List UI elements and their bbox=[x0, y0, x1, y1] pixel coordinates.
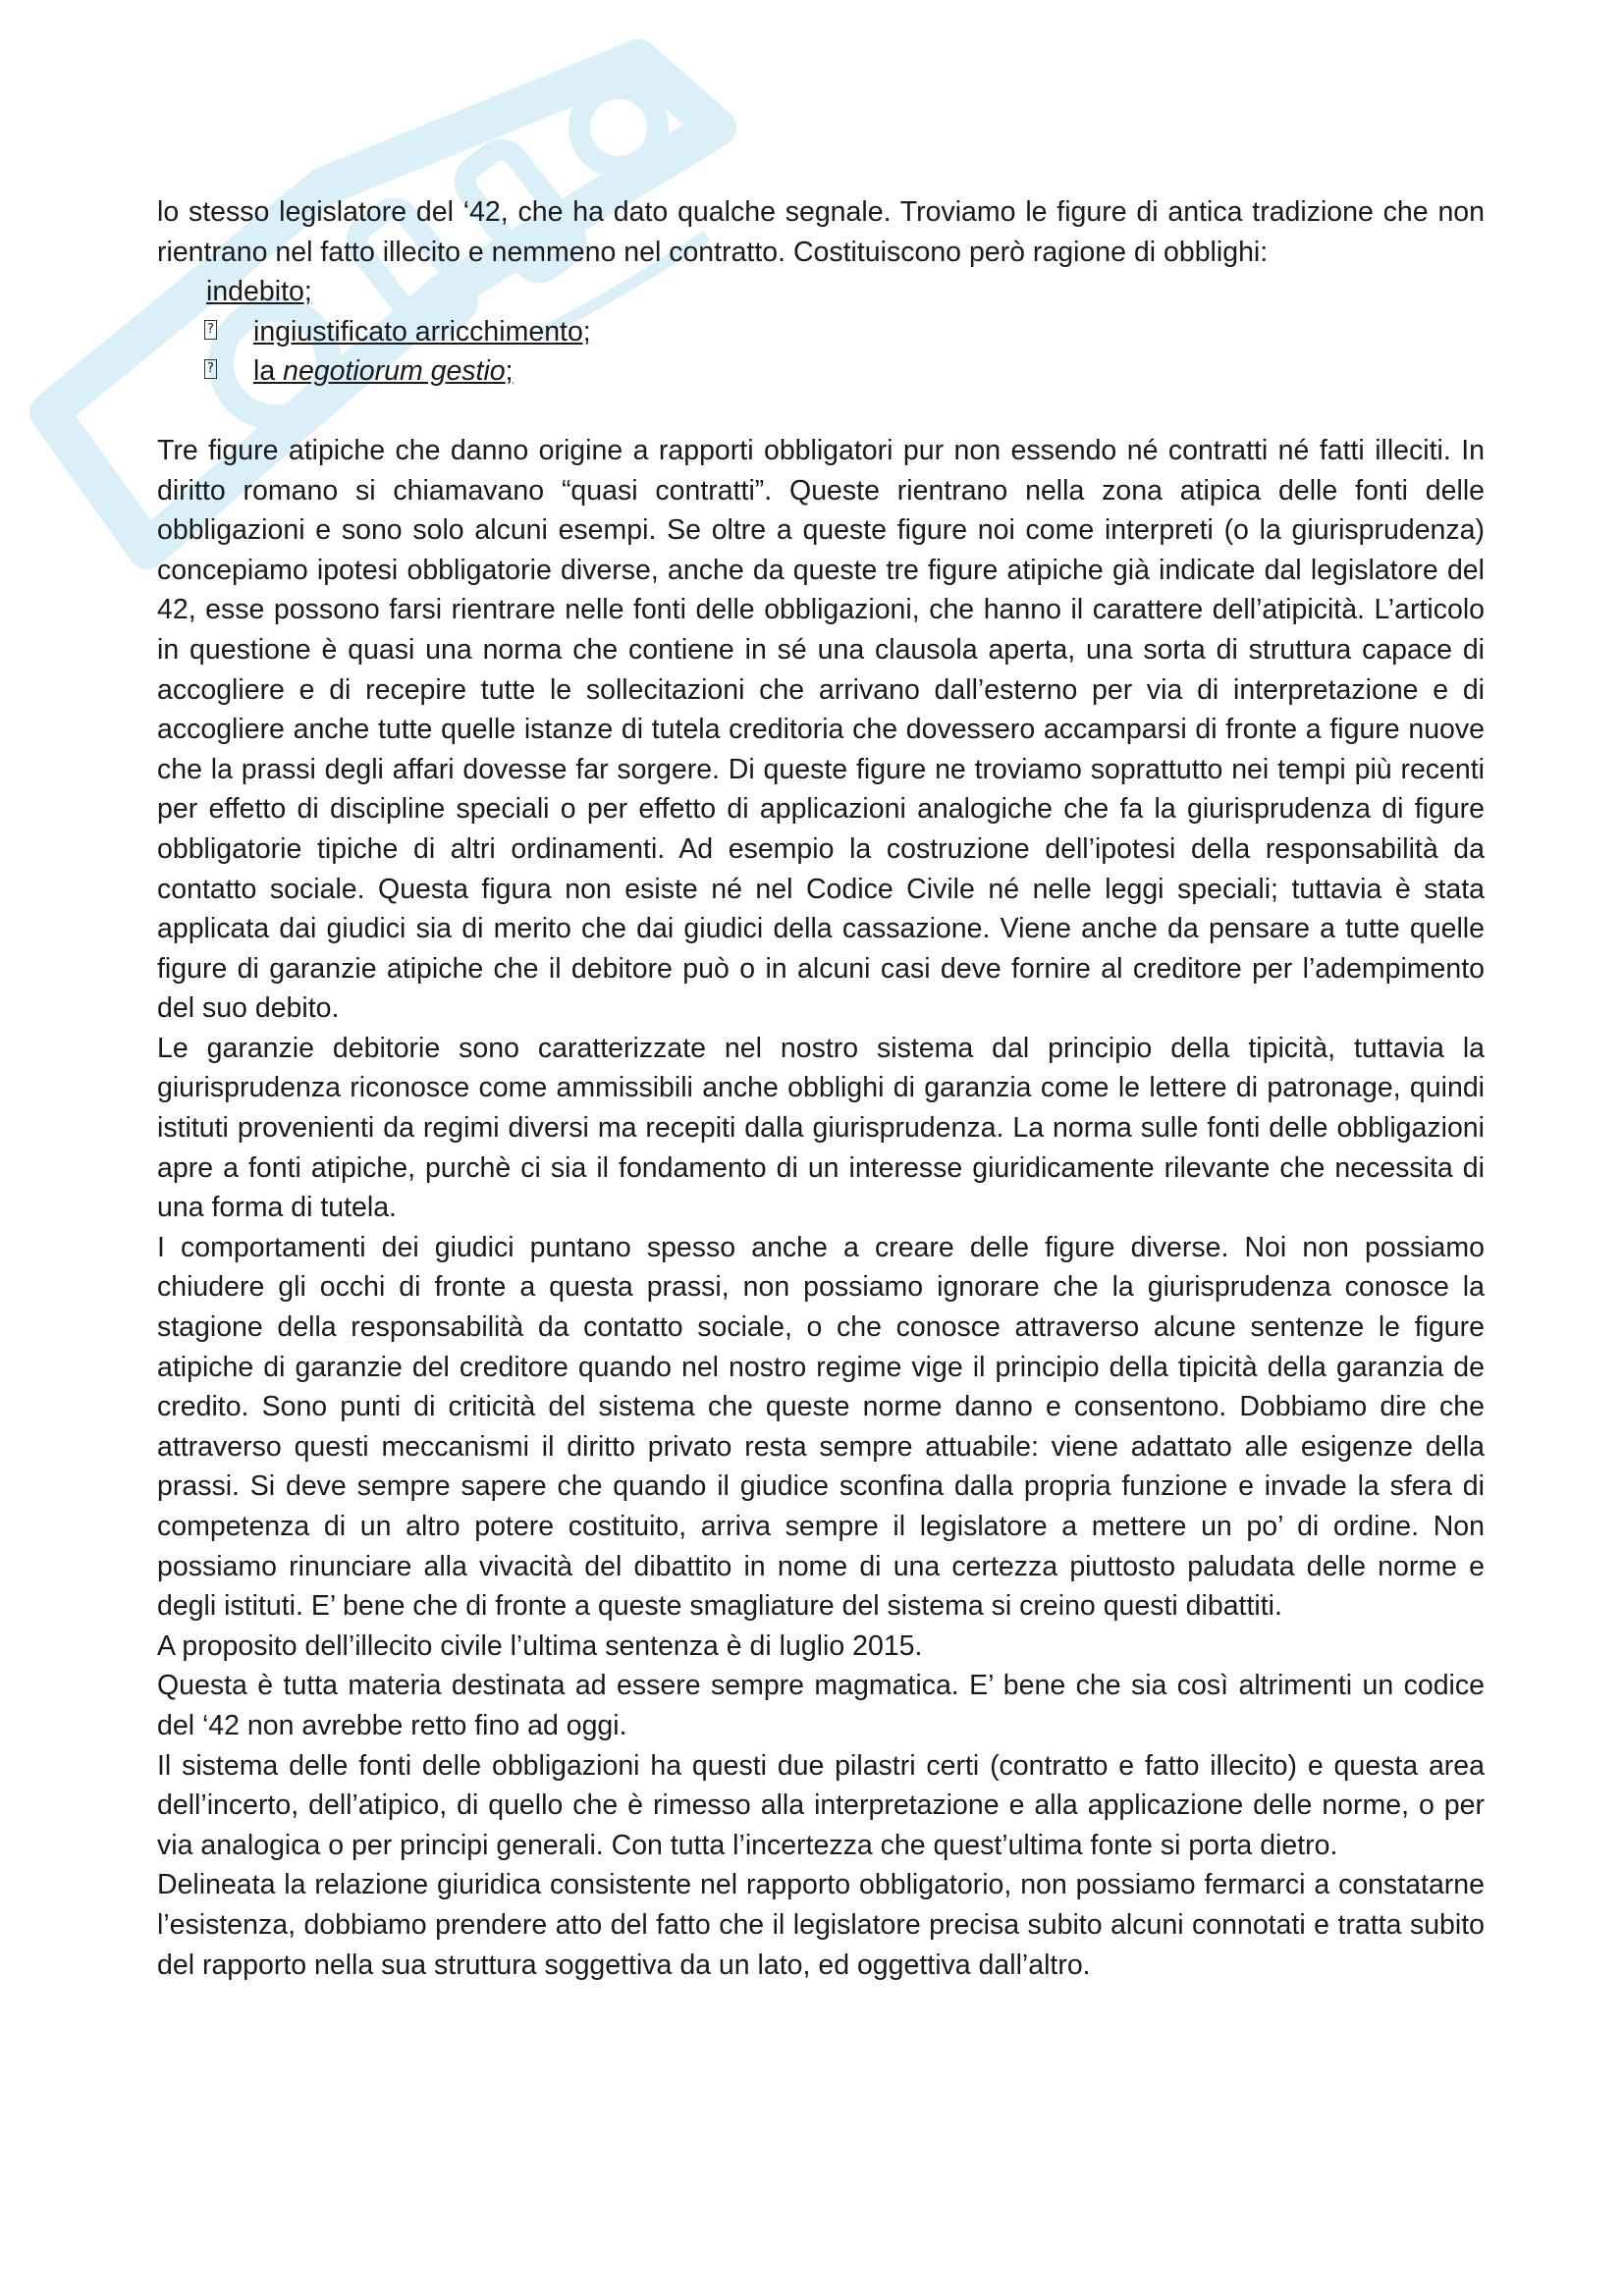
paragraph: Questa è tutta materia destinata ad essere sempre magmatica. E’ bene che sia così altrimenti un codice del ‘42 non avrebbe retto fino ad oggi. bbox=[157, 1670, 1485, 1741]
list-item-label: ingiustificato arricchimento; bbox=[253, 315, 591, 347]
quasi-contract-list bbox=[157, 272, 1485, 392]
list-item bbox=[157, 312, 1485, 352]
missing-glyph-icon: ? bbox=[204, 359, 217, 379]
document-body bbox=[157, 192, 1485, 1985]
list-item-label-italic: negotiorum gestio bbox=[283, 355, 506, 388]
paragraph-intro: lo stesso legislatore del ‘42, che ha dato qualche segnale. Troviamo le figure di antica tradizione che non rientrano nel fatto illecito e nemmeno nel contratto. Costituiscono però ragione di obblighi: bbox=[157, 196, 1485, 268]
list-item bbox=[157, 272, 1485, 312]
paragraph: Il sistema delle fonti delle obbligazioni ha questi due pilastri certi (contratto e fatto illecito) e questa area dell’incerto, dell’atipico, di quello che è rimesso alla interpretazione e alla applicazione delle norme, o per via analogica o per principi generali. Con tutta l’incertezza che quest’ultima fonte si porta dietro. bbox=[157, 1749, 1485, 1861]
list-item bbox=[157, 351, 1485, 392]
paragraph: Delineata la relazione giuridica consistente nel rapporto obbligatorio, non possiamo fermarci a constatarne l’esistenza, dobbiamo prendere atto del fatto che il legislatore precisa subito alcuni connotati e tratta subito del rapporto nella sua struttura soggettiva da un lato, ed oggettiva dall’altro. bbox=[157, 1869, 1485, 1981]
list-item-label-suffix: ; bbox=[505, 355, 514, 388]
paragraph: I comportamenti dei giudici puntano spesso anche a creare delle figure diverse. Noi non possiamo chiudere gli occhi di fronte a questa prassi, non possiamo ignorare che la giurisprudenza conosce la stagione della responsabilità da contatto sociale, o che conosce attraverso alcune sentenze le figure atipiche di garanzie del creditore quando nel nostro regime vige il principio della tipicità della garanzia de credito. Sono punti di criticità del sistema che queste norme danno e consentono. Dobbiamo dire che attraverso questi meccanismi il diritto privato resta sempre attuabile: viene adattato alle esigenze della prassi. Si deve sempre sapere che quando il giudice sconfina dalla propria funzione e invade la sfera di competenza di un altro potere costituito, arriva sempre il legislatore a mettere un po’ di ordine. Non possiamo rinunciare alla vivacità del dibattito in nome di una certezza piuttosto paludata delle norme e degli istituti. E’ bene che di fronte a queste smagliature del sistema si creino questi dibattiti. bbox=[157, 1231, 1485, 1623]
paragraph: Le garanzie debitorie sono caratterizzate nel nostro sistema dal principio della tipicità, tuttavia la giurisprudenza riconosce come ammissibili anche obblighi di garanzia come le lettere di patronage, quindi istituti provenienti da regimi diversi ma recepiti dalla giurisprudenza. La norma sulle fonti delle obbligazioni apre a fonti atipiche, purchè ci sia il fondamento di un interesse giuridicamente rilevante che necessita di una forma di tutela. bbox=[157, 1032, 1485, 1224]
list-item-label-prefix: la bbox=[253, 355, 284, 388]
paragraph: Tre figure atipiche che danno origine a rapporti obbligatori pur non essendo né contratti né fatti illeciti. In diritto romano si chiamavano “quasi contratti”. Queste rientrano nella zona atipica delle fonti delle obbligazioni e sono solo alcuni esempi. Se oltre a queste figure noi come interpreti (o la giurisprudenza) concepiamo ipotesi obbligatorie diverse, anche da queste tre figure atipiche già indicate dal legislatore del 42, esse possono farsi rientrare nelle fonti delle obbligazioni, che hanno il carattere dell’atipicità. L’articolo in questione è quasi una norma che contiene in sé una clausola aperta, una sorta di struttura capace di accogliere e di recepire tutte le sollecitazioni che arrivano dall’esterno per via di interpretazione e di accogliere anche tutte quelle istanze di tutela creditoria che dovessero accamparsi di fronte a figure nuove che la prassi degli affari dovesse far sorgere. Di queste figure ne troviamo soprattutto nei tempi più recenti per effetto di discipline speciali o per effetto di applicazioni analogiche che fa la giurisprudenza di figure obbligatorie tipiche di altri ordinamenti. Ad esempio la costruzione dell’ipotesi della responsabilità da contatto sociale. Questa figura non esiste né nel Codice Civile né nelle leggi speciali; tuttavia è stata applicata dai giudici sia di merito che dai giudici della cassazione. Viene anche da pensare a tutte quelle figure di garanzie atipiche che il debitore può o in alcuni casi deve fornire al creditore per l’adempimento del suo debito. bbox=[157, 434, 1485, 1025]
missing-glyph-icon: ? bbox=[204, 320, 217, 340]
paragraph: A proposito dell’illecito civile l’ultima sentenza è di luglio 2015. bbox=[157, 1629, 923, 1662]
list-item-label: indebito; bbox=[206, 276, 312, 308]
